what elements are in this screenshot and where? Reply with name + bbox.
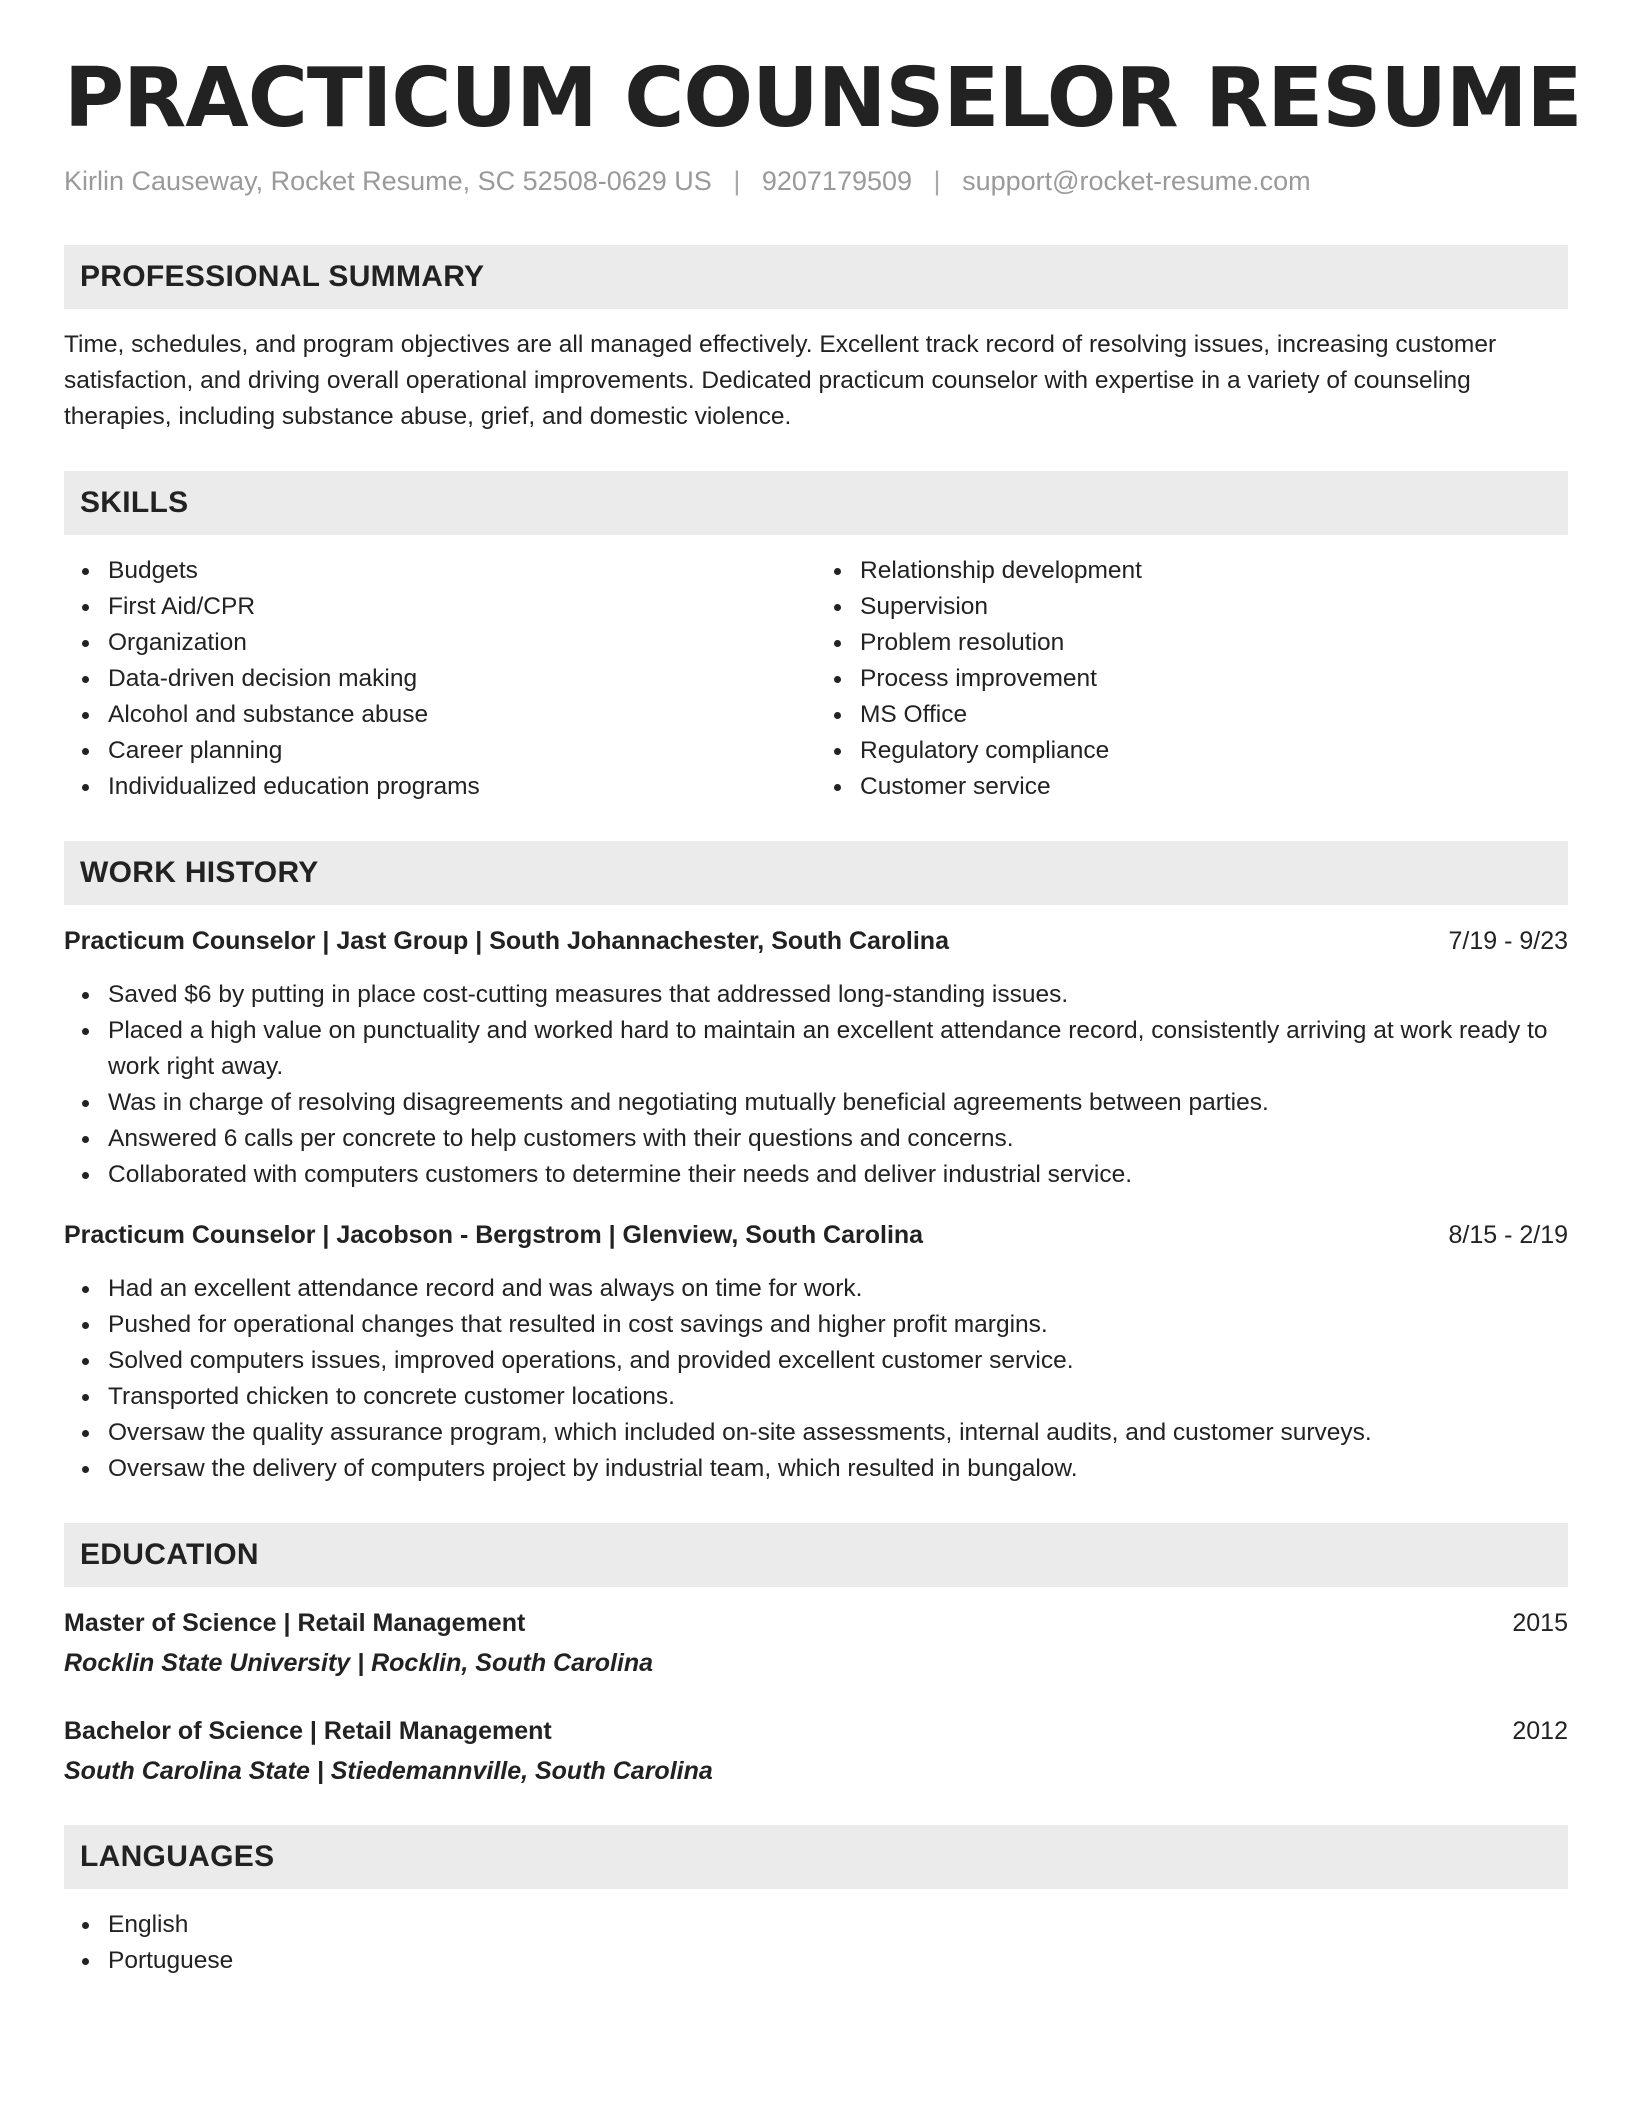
skill-item: Budgets xyxy=(108,553,816,589)
skill-item: MS Office xyxy=(860,697,1568,733)
section-heading: WORK HISTORY xyxy=(64,841,1568,905)
job-bullet: Saved $6 by putting in place cost-cutting measures that addressed long-standing issues. xyxy=(108,977,1568,1013)
job-entry xyxy=(64,1217,1568,1487)
job-dates: 7/19 - 9/23 xyxy=(1448,927,1568,956)
job-bullet: Collaborated with computers customers to determine their needs and deliver industrial service. xyxy=(108,1157,1568,1193)
skill-item: Organization xyxy=(108,625,816,661)
job-title: Practicum Counselor | Jast Group | South Johannachester, South Carolina xyxy=(64,927,949,956)
skill-item: Regulatory compliance xyxy=(860,733,1568,769)
skill-item: Data-driven decision making xyxy=(108,661,816,697)
job-bullet: Was in charge of resolving disagreements and negotiating mutually beneficial agreements between parties. xyxy=(108,1085,1568,1121)
skill-item: Individualized education programs xyxy=(108,769,816,805)
job-bullet: Solved computers issues, improved operations, and provided excellent customer service. xyxy=(108,1343,1568,1379)
education-degree: Bachelor of Science | Retail Management xyxy=(64,1717,552,1746)
job-title: Practicum Counselor | Jacobson - Bergstrom | Glenview, South Carolina xyxy=(64,1221,924,1250)
job-bullet: Transported chicken to concrete customer locations. xyxy=(108,1379,1568,1415)
work-history-section xyxy=(64,841,1568,1487)
skill-item: Customer service xyxy=(860,769,1568,805)
language-item: English xyxy=(108,1907,1568,1943)
education-entry xyxy=(64,1713,1568,1789)
contact-line xyxy=(64,166,1568,197)
contact-email: support@rocket-resume.com xyxy=(962,166,1311,197)
skill-item: Relationship development xyxy=(860,553,1568,589)
education-year: 2015 xyxy=(1512,1609,1568,1638)
skill-item: Supervision xyxy=(860,589,1568,625)
section-heading: PROFESSIONAL SUMMARY xyxy=(64,245,1568,309)
skill-item: Alcohol and substance abuse xyxy=(108,697,816,733)
page-title: PRACTICUM COUNSELOR RESUME xyxy=(64,51,1582,146)
job-dates: 8/15 - 2/19 xyxy=(1448,1221,1568,1250)
section-heading: LANGUAGES xyxy=(64,1825,1568,1889)
job-bullet: Answered 6 calls per concrete to help customers with their questions and concerns. xyxy=(108,1121,1568,1157)
contact-phone: 9207179509 xyxy=(761,166,913,197)
language-item: Portuguese xyxy=(108,1943,1568,1979)
job-bullet: Had an excellent attendance record and was always on time for work. xyxy=(108,1271,1568,1307)
summary-text: Time, schedules, and program objectives are all managed effectively. Excellent track record of resolving issues, increasing customer satisfaction, and driving overall operational improvements. Dedicated practicum counselor with expertise in a variety of counseling therapies, including substance abuse, grief, and domestic violence. xyxy=(64,331,1497,431)
skill-item: First Aid/CPR xyxy=(108,589,816,625)
professional-summary-section xyxy=(64,245,1568,435)
job-bullet: Placed a high value on punctuality and worked hard to maintain an excellent attendance record, consistently arriving at work ready to work right away. xyxy=(108,1013,1568,1085)
languages-section xyxy=(64,1825,1568,1979)
contact-address: Kirlin Causeway, Rocket Resume, SC 52508-0629 US xyxy=(64,166,712,197)
skill-item: Problem resolution xyxy=(860,625,1568,661)
skills-section xyxy=(64,471,1568,805)
job-bullet: Pushed for operational changes that resulted in cost savings and higher profit margins. xyxy=(108,1307,1568,1343)
education-school: South Carolina State | Stiedemannville, South Carolina xyxy=(64,1757,713,1786)
education-section xyxy=(64,1523,1568,1789)
job-bullet: Oversaw the quality assurance program, which included on-site assessments, internal audits, and customer surveys. xyxy=(108,1415,1568,1451)
skill-item: Career planning xyxy=(108,733,816,769)
contact-separator: | xyxy=(933,166,941,197)
job-bullet: Oversaw the delivery of computers project by industrial team, which resulted in bungalow. xyxy=(108,1451,1568,1487)
contact-separator: | xyxy=(733,166,741,197)
education-year: 2012 xyxy=(1512,1717,1568,1746)
education-school: Rocklin State University | Rocklin, South Carolina xyxy=(64,1649,654,1678)
skills-column-left xyxy=(64,553,816,805)
education-degree: Master of Science | Retail Management xyxy=(64,1609,526,1638)
skill-item: Process improvement xyxy=(860,661,1568,697)
section-heading: EDUCATION xyxy=(64,1523,1568,1587)
job-entry xyxy=(64,923,1568,1193)
education-entry xyxy=(64,1605,1568,1681)
skills-column-right xyxy=(816,553,1568,805)
section-heading: SKILLS xyxy=(64,471,1568,535)
